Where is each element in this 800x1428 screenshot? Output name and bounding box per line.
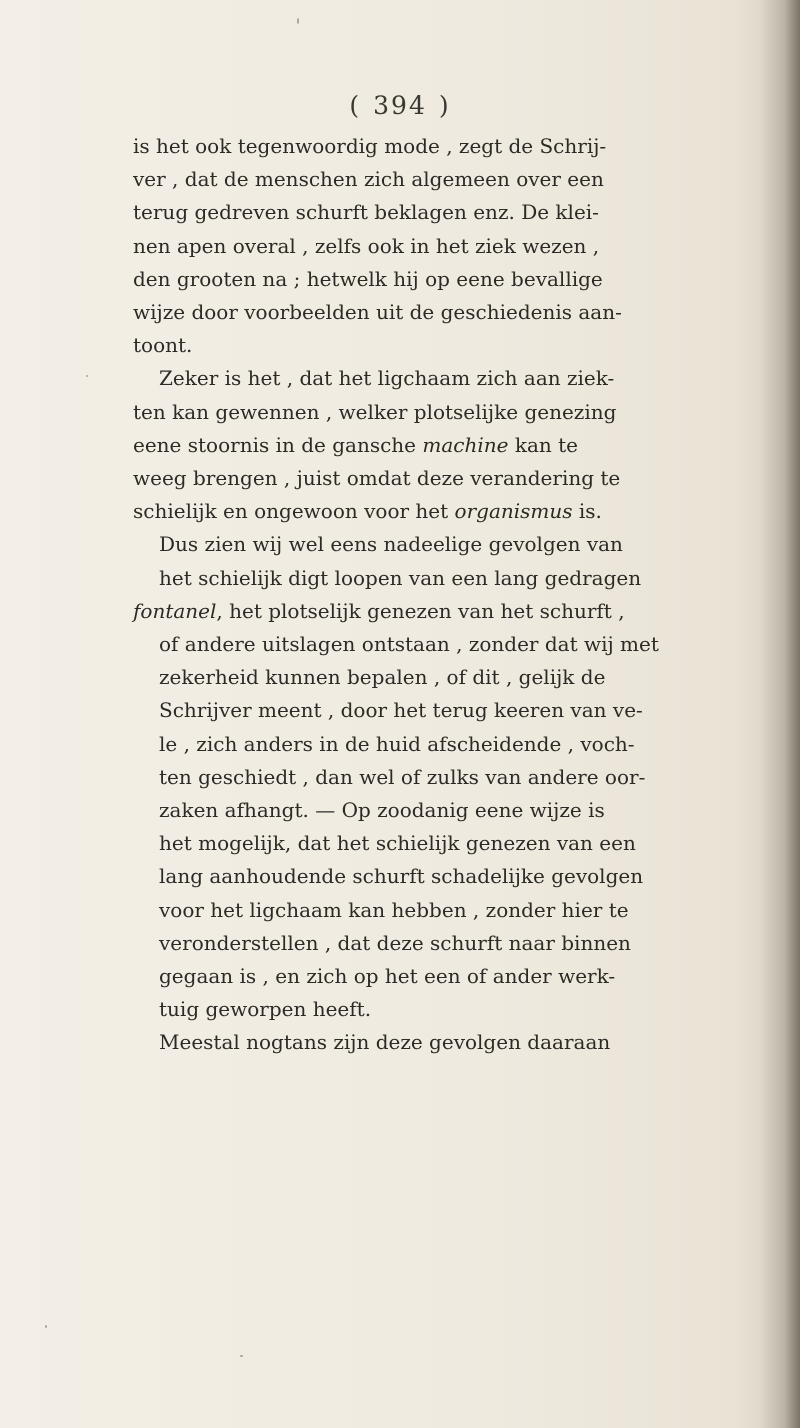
italic-term: organismus xyxy=(454,499,573,524)
text-line: ten kan gewennen , welker plotselijke genezing xyxy=(133,399,617,424)
text-line: Meestal nogtans zijn deze gevolgen daaraan xyxy=(159,1030,611,1055)
italic-term: fontanel xyxy=(133,598,217,623)
text-line: voor het ligchaam kan hebben , zonder hier te xyxy=(159,897,629,922)
text-line: gegaan is , en zich op het een of ander werk- xyxy=(159,964,616,989)
text-line: of andere uitslagen ontstaan , zonder dat wij met xyxy=(159,632,659,657)
paper-speck xyxy=(240,1355,243,1357)
text-line: het mogelijk, dat het schielijk genezen van een xyxy=(159,831,636,856)
text-line: tuig geworpen heeft. xyxy=(159,997,372,1022)
text-run: kan te xyxy=(514,432,578,457)
text-line: veronderstellen , dat deze schurft naar binnen xyxy=(159,930,631,955)
text-run: is. xyxy=(578,499,602,524)
text-line: nen apen overal , zelfs ook in het ziek wezen , xyxy=(133,233,600,258)
text-line: is het ook tegenwoordig mode , zegt de Schrij- xyxy=(133,134,607,158)
page-binding-edge xyxy=(760,0,800,1428)
paper-speck xyxy=(86,375,88,377)
text-line: het schielijk digt loopen van een lang gedragen xyxy=(159,565,642,590)
text-line xyxy=(133,595,765,628)
italic-term: machine xyxy=(422,432,509,457)
text-line: zekerheid kunnen bepalen , of dit , gelijk de xyxy=(159,665,606,690)
text-line: Dus zien wij wel eens nadeelige gevolgen van xyxy=(159,532,623,557)
text-line: terug gedreven schurft beklagen enz. De klei- xyxy=(133,200,599,225)
text-line: weeg brengen , juist omdat deze verandering te xyxy=(133,466,621,491)
text-line: ver , dat de menschen zich algemeen over een xyxy=(133,167,604,192)
paper-speck xyxy=(45,1325,47,1328)
text-line: Zeker is het , dat het ligchaam zich aan ziek- xyxy=(159,366,615,391)
text-run: eene stoornis in de gansche xyxy=(133,432,417,457)
text-line: zaken afhangt. — Op zoodanig eene wijze is xyxy=(159,798,605,823)
text-line: Schrijver meent , door het terug keeren van ve- xyxy=(159,698,643,723)
text-line: lang aanhoudende schurft schadelijke gevolgen xyxy=(159,864,644,889)
text-line: den grooten na ; hetwelk hij op eene bevallige xyxy=(133,266,603,291)
page-number-header: ( 394 ) xyxy=(349,91,451,120)
body-text xyxy=(133,130,765,1060)
text-line: le , zich anders in de huid afscheidende , voch- xyxy=(159,731,635,756)
text-line xyxy=(133,429,765,462)
text-line xyxy=(133,495,765,528)
text-run: , het plotselijk genezen van het schurft , xyxy=(216,598,625,623)
text-line: wijze door voorbeelden uit de geschiedenis aan- xyxy=(133,300,622,325)
paper-speck xyxy=(297,18,299,24)
text-line: ten geschiedt , dan wel of zulks van andere oor- xyxy=(159,764,646,789)
page-number: 394 xyxy=(373,91,427,120)
text-line: toont. xyxy=(133,333,193,358)
text-run: schielijk en ongewoon voor het xyxy=(133,499,449,524)
